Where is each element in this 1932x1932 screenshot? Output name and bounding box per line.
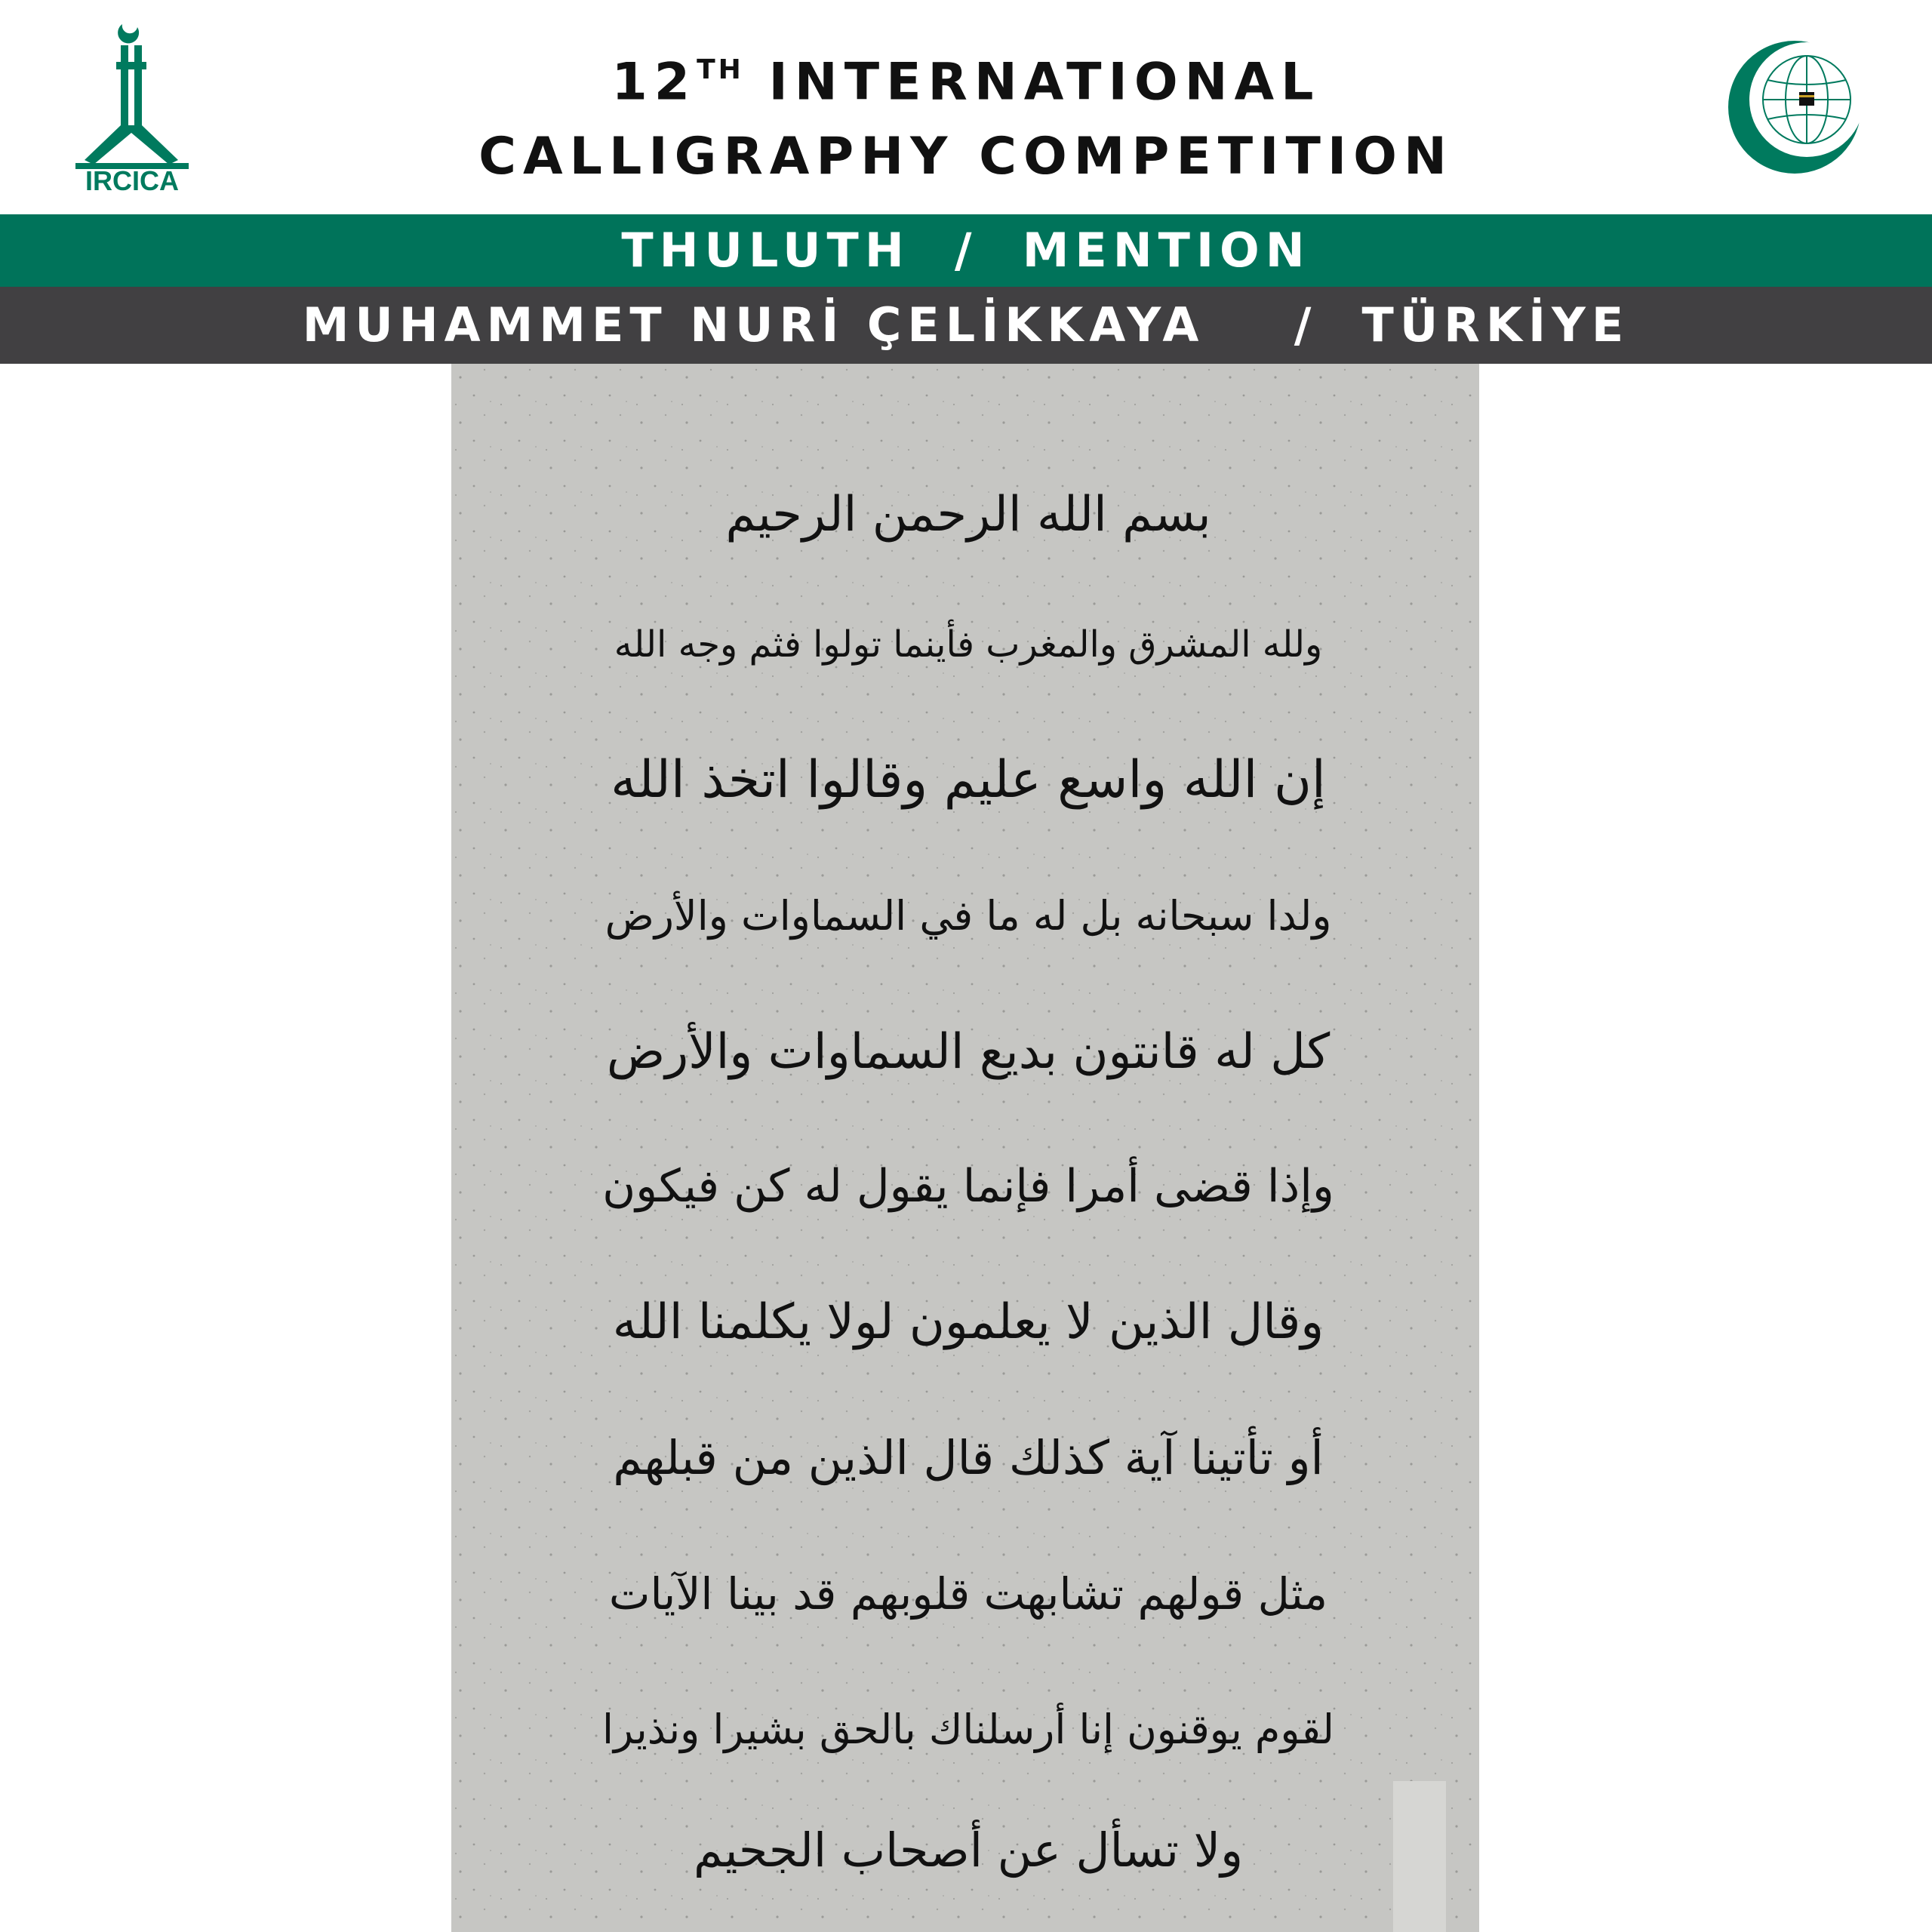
header [0, 0, 1932, 214]
calligraphy-line-10: لقوم يوقنون إنا أرسلناك بالحق بشيرا ونذيرا [601, 1706, 1334, 1753]
calligraphy-line-11: ولا تسأل عن أصحاب الجحيم [693, 1823, 1244, 1878]
calligraphy-line-1: بسم الله الرحمن الرحيم [725, 487, 1211, 543]
ircica-logo-text: IRCICA [85, 165, 179, 195]
calligraphy-line-4: ولدا سبحانه بل له ما في السماوات والأرض [605, 892, 1332, 940]
title-line-1: 12TH INTERNATIONAL [611, 52, 1321, 112]
calligraphy-artwork [451, 364, 1479, 1932]
calligraphy-line-9: مثل قولهم تشابهت قلوبهم قد بينا الآيات [608, 1568, 1328, 1620]
category-band [0, 214, 1932, 287]
artist-separator: / [1294, 297, 1318, 352]
calligraphy-line-7: وقال الذين لا يعلمون لولا يكلمنا الله [612, 1294, 1324, 1350]
calligraphy-line-3: إن الله واسع عليم وقالوا اتخذ الله [611, 750, 1326, 810]
calligraphy-lines [451, 364, 1479, 1932]
oic-logo [1727, 39, 1863, 175]
category-label: THULUTH [621, 223, 910, 278]
artist-name: MUHAMMET NURİ ÇELİKKAYA [302, 297, 1205, 352]
paper-tab [1393, 1781, 1446, 1932]
title-line-2: CALLIGRAPHY COMPETITION [478, 126, 1454, 186]
calligraphy-line-8: أو تأتينا آية كذلك قال الذين من قبلهم [613, 1430, 1324, 1485]
award-label: MENTION [1022, 223, 1311, 278]
ircica-logo [69, 20, 195, 195]
calligraphy-line-6: وإذا قضى أمرا فإنما يقول له كن فيكون [602, 1160, 1334, 1213]
category-separator: / [954, 223, 978, 278]
page-title [362, 36, 1570, 194]
artist-country: TÜRKİYE [1361, 297, 1630, 352]
artist-band [0, 287, 1932, 364]
calligraphy-line-5: كل له قانتون بديع السماوات والأرض [606, 1024, 1331, 1080]
calligraphy-line-2: ولله المشرق والمغرب فأينما تولوا فثم وجه الله [614, 623, 1323, 666]
